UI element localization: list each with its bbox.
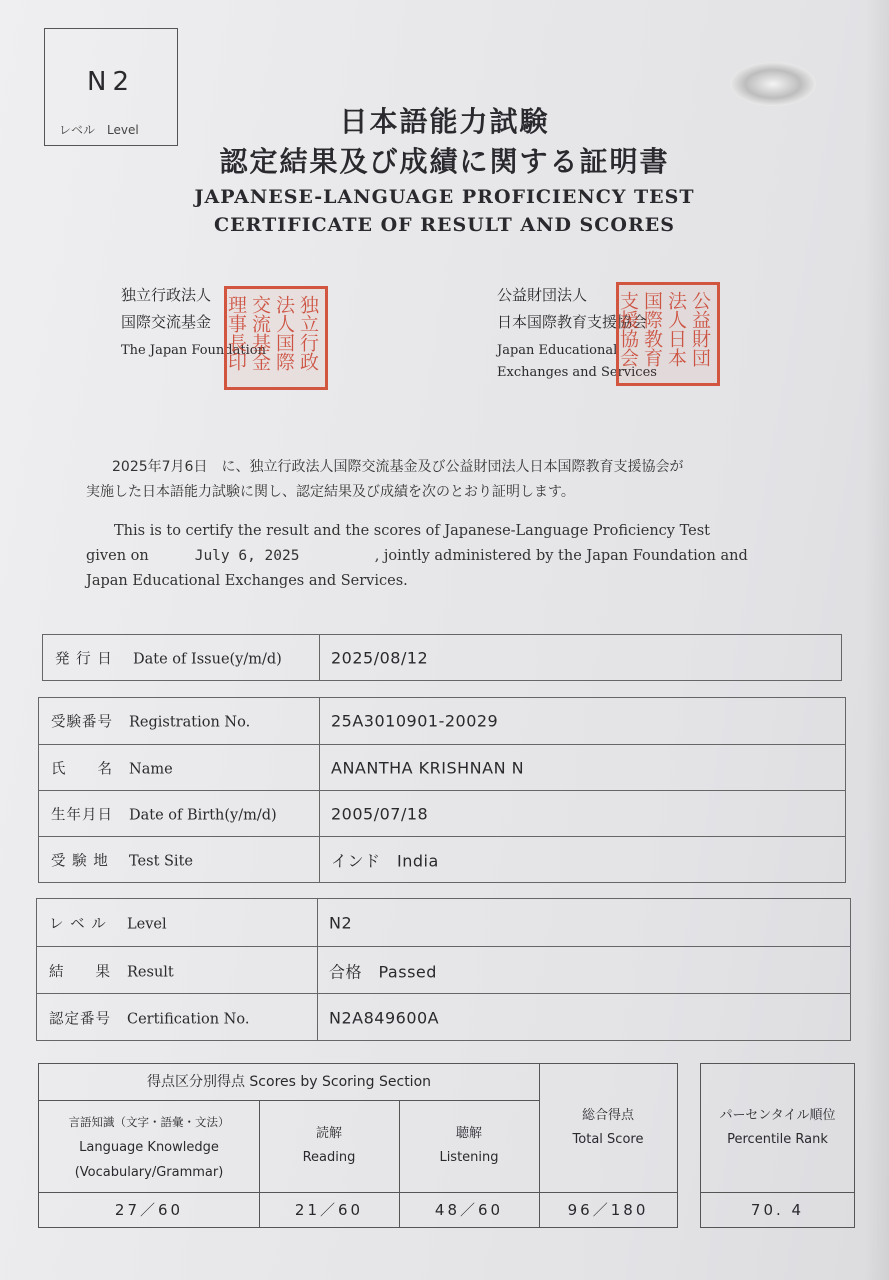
table-row (39, 836, 845, 883)
listening-header: 聴解 Listening (439, 1126, 499, 1165)
certification-value: N2A849600A (329, 1008, 440, 1027)
level-label: レ ベ ル Level (49, 916, 167, 932)
name-value: ANANTHA KRISHNAN N (331, 758, 525, 778)
table-row (37, 993, 850, 1041)
issue-date-label: 発 行 日 Date of Issue(y/m/d) (55, 651, 282, 667)
title-jp-line2: 認定結果及び成績に関する証明書 (219, 145, 670, 178)
result-table (36, 898, 851, 1041)
statement-jp-date: 2025年7月6日 (112, 459, 208, 475)
issue-date-table (42, 634, 842, 681)
level-box-value: N2 (87, 67, 135, 97)
title-jp-line1: 日本語能力試験 (339, 105, 550, 138)
percentile-table (700, 1063, 855, 1228)
statement-en-line3: Japan Educational Exchanges and Services. (86, 573, 408, 589)
certification-label: 認定番号 Certification No. (49, 1011, 250, 1027)
title-en-line1: JAPANESE-LANGUAGE PROFICIENCY TEST (194, 186, 695, 208)
statement-jp (86, 455, 806, 505)
reading-header: 読解 Reading (302, 1126, 356, 1165)
total-score-header: 総合得点 Total Score (572, 1108, 644, 1147)
statement-en-line1: This is to certify the result and the scores of Japanese-Language Proficiency Test (114, 523, 710, 539)
jees-seal-stamp: 公益財団 法人日本 国際教育 支援協会 (616, 282, 720, 386)
language-knowledge-header: 言語知識（文字・語彙・文法） Language Knowledge (Vocabulary/Grammar) (68, 1115, 230, 1180)
scores-section-header: 得点区分別得点 Scores by Scoring Section (146, 1074, 432, 1090)
org-left-jp2: 国際交流基金 (121, 313, 212, 331)
statement-en-given-on: given on (86, 548, 149, 564)
language-knowledge-score: 27／60 (114, 1201, 184, 1219)
issue-date-value: 2025/08/12 (331, 648, 429, 667)
scores-table (38, 1063, 678, 1228)
registration-value: 25A3010901-20029 (331, 711, 499, 731)
statement-en-date: July 6, 2025 (194, 548, 300, 564)
listening-score: 48／60 (434, 1201, 504, 1219)
registration-label: 受験番号 Registration No. (51, 714, 251, 731)
result-label: 結 果 Result (49, 964, 174, 980)
result-value: 合格 Passed (329, 962, 437, 981)
level-value: N2 (329, 913, 353, 932)
percentile-header: パーセンタイル順位 Percentile Rank (719, 1108, 836, 1147)
table-row (39, 744, 845, 791)
table-row (39, 790, 845, 837)
personal-info-table (38, 697, 846, 883)
org-right-en2: Exchanges and Services (497, 365, 657, 380)
total-score: 96／180 (567, 1201, 649, 1219)
table-row (37, 946, 850, 994)
level-box-label: レベル Level (59, 123, 139, 137)
title-en-line2: CERTIFICATE OF RESULT AND SCORES (214, 214, 675, 236)
test-site-value: インド India (331, 851, 439, 871)
table-row (37, 899, 850, 946)
org-right-jp1: 公益財団法人 (497, 286, 588, 304)
percentile-rank-value: 70. 4 (750, 1201, 805, 1219)
reading-score: 21／60 (294, 1201, 364, 1219)
org-right-jp2: 日本国際教育支援協会 (497, 313, 648, 331)
issue-date-row (43, 635, 841, 680)
statement-en (86, 519, 786, 594)
birth-value: 2005/07/18 (331, 804, 429, 824)
birth-label: 生年月日 Date of Birth(y/m/d) (51, 807, 277, 824)
japan-foundation-seal-stamp: 独立行政 法人国際 交流基金 理事長印 (224, 286, 328, 390)
statement-jp-line1: に、独立行政法人国際交流基金及び公益財団法人日本国際教育支援協会が (221, 459, 684, 475)
org-left-jp1: 独立行政法人 (121, 286, 212, 304)
statement-jp-line2: 実施した日本語能力試験に関し、認定結果及び成績を次のとおり証明します。 (86, 484, 575, 500)
org-right-en1: Japan Educational (497, 343, 618, 358)
org-left-en: The Japan Foundation (121, 343, 266, 358)
table-row (39, 698, 845, 744)
test-site-label: 受 験 地 Test Site (51, 853, 193, 870)
name-label: 氏 名 Name (51, 761, 173, 778)
statement-en-line2: , jointly administered by the Japan Foundation and (374, 548, 748, 564)
